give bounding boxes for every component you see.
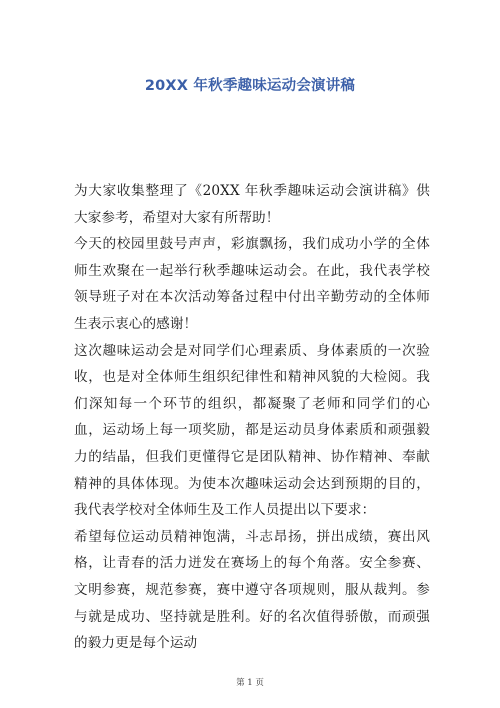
paragraph-intro: 为大家收集整理了《20XX 年秋季趣味运动会演讲稿》供大家参考，希望对大家有所帮助！ [74,183,430,226]
paragraph-welcome: 今天的校园里鼓号声声，彩旗飘扬，我们成功小学的全体师生欢聚在一起举行秋季趣味运动会。在此，我代表学校领导班子对在本次活动筹备过程中付出辛勤劳动的全体师生表示衷心的感谢！ [74,236,430,332]
document-title: 20XX 年秋季趣味运动会演讲稿 [144,78,356,94]
paragraph-requirements: 希望每位运动员精神饱满，斗志昂扬，拼出成绩，赛出风格，让青春的活力迸发在赛场上的每个角落。安全参赛、文明参赛，规范参赛，赛中遵守各项规则，服从裁判。参与就是成功、坚持就是胜利。好的名次值得骄傲，而顽强的毅力更是每个运动 [74,528,430,652]
page-number: 第 1 页 [236,678,264,688]
paragraph-purpose: 这次趣味运动会是对同学们心理素质、身体素质的一次验收，也是对全体师生组织纪律性和精神风貌的大检阅。我们深知每一个环节的组织，都凝聚了老师和同学们的心血，运动场上每一项奖励，都是运动员身体素质和顽强毅力的结晶，但我们更懂得它是团队精神、协作精神、奉献精神的具体体现。为使本次趣味运动会达到预期的目的，我代表学校对全体师生及工作人员提出以下要求： [74,342,430,519]
document-body [74,178,430,657]
